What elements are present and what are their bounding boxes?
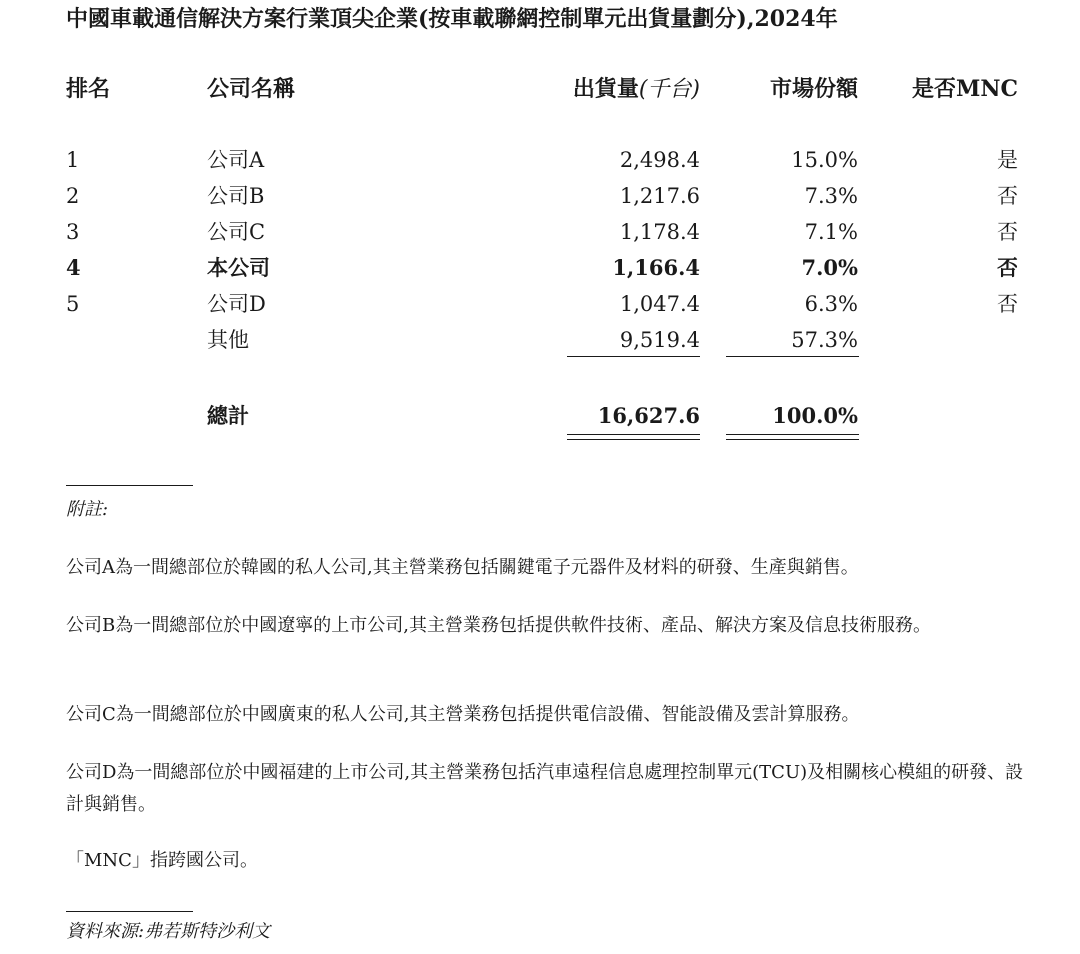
- header-rank: 排名: [66, 76, 111, 102]
- mnc-cell: 否: [997, 184, 1018, 208]
- note-mnc-definition: 「MNC」指跨國公司。: [66, 850, 258, 871]
- subtotal-rule-shipment: [567, 356, 700, 357]
- shipment-cell: 1,166.4: [612, 255, 700, 280]
- note-company-a: 公司A為一間總部位於韓國的私人公司,其主營業務包括關鍵電子元器件及材料的研發、生產與銷售。: [66, 557, 859, 578]
- note-company-b: 公司B為一間總部位於中國遼寧的上市公司,其主營業務包括提供軟件技術、產品、解決方案及信息技術服務。: [66, 615, 931, 636]
- share-cell: 7.3%: [804, 184, 858, 208]
- note-company-d: 公司D為一間總部位於中國福建的上市公司,其主營業務包括汽車遠程信息處理控制單元(TCU)及相關核心模組的研發、設計與銷售。: [66, 762, 1024, 815]
- company-cell: 公司B: [207, 184, 265, 208]
- table-row-own-company: [0, 250, 1080, 286]
- total-double-rule-share-top: [726, 434, 859, 435]
- table-row: [0, 214, 1080, 250]
- total-label: 總計: [207, 403, 249, 428]
- source-divider: [66, 911, 193, 912]
- total-double-rule-shipment-bottom: [567, 439, 700, 440]
- total-share: 100.0%: [772, 403, 858, 428]
- header-shipment-label: 出貨量: [572, 76, 639, 102]
- shipment-cell: 1,217.6: [619, 184, 700, 208]
- header-shipment: [573, 74, 700, 105]
- share-cell: 7.0%: [801, 255, 858, 280]
- mnc-cell: 否: [997, 220, 1018, 244]
- rank-cell: 1: [66, 148, 80, 172]
- rank-cell: 5: [66, 292, 80, 316]
- total-double-rule-shipment-top: [567, 434, 700, 435]
- notes-divider: [66, 485, 193, 486]
- shipment-cell: 9,519.4: [619, 328, 700, 352]
- table-row-total: [0, 398, 1080, 434]
- mnc-cell: 是: [997, 148, 1018, 172]
- header-share: 市場份額: [769, 76, 858, 102]
- company-cell: 其他: [207, 328, 249, 352]
- company-cell: 公司C: [207, 220, 266, 244]
- shipment-cell: 1,047.4: [619, 292, 700, 316]
- notes-label: 附註:: [66, 499, 109, 520]
- rank-cell: 2: [66, 184, 80, 208]
- company-cell: 本公司: [207, 255, 270, 280]
- table-row: [0, 178, 1080, 214]
- header-shipment-unit: (千台): [638, 77, 700, 102]
- table-row: [0, 142, 1080, 178]
- rank-cell: 3: [66, 220, 80, 244]
- shipment-cell: 2,498.4: [619, 148, 700, 172]
- source-note: 資料來源:弗若斯特沙利文: [66, 921, 271, 942]
- mnc-cell: 否: [997, 255, 1018, 280]
- total-shipment: 16,627.6: [597, 403, 700, 428]
- share-cell: 15.0%: [791, 148, 858, 172]
- document-title: 中國車載通信解決方案行業頂尖企業(按車載聯網控制單元出貨量劃分),2024年: [66, 6, 838, 32]
- header-mnc: 是否MNC: [912, 76, 1018, 102]
- mnc-cell: 否: [997, 292, 1018, 316]
- total-double-rule-share-bottom: [726, 439, 859, 440]
- table-row-others: [0, 322, 1080, 358]
- share-cell: 7.1%: [804, 220, 858, 244]
- note-company-c: 公司C為一間總部位於中國廣東的私人公司,其主營業務包括提供電信設備、智能設備及雲計算服務。: [66, 704, 860, 725]
- share-cell: 57.3%: [791, 328, 858, 352]
- rank-cell: 4: [66, 255, 81, 280]
- share-cell: 6.3%: [804, 292, 858, 316]
- shipment-cell: 1,178.4: [619, 220, 700, 244]
- subtotal-rule-share: [726, 356, 859, 357]
- company-cell: 公司D: [207, 292, 266, 316]
- table-row: [0, 286, 1080, 322]
- company-cell: 公司A: [207, 148, 265, 172]
- header-company: 公司名稱: [207, 76, 296, 102]
